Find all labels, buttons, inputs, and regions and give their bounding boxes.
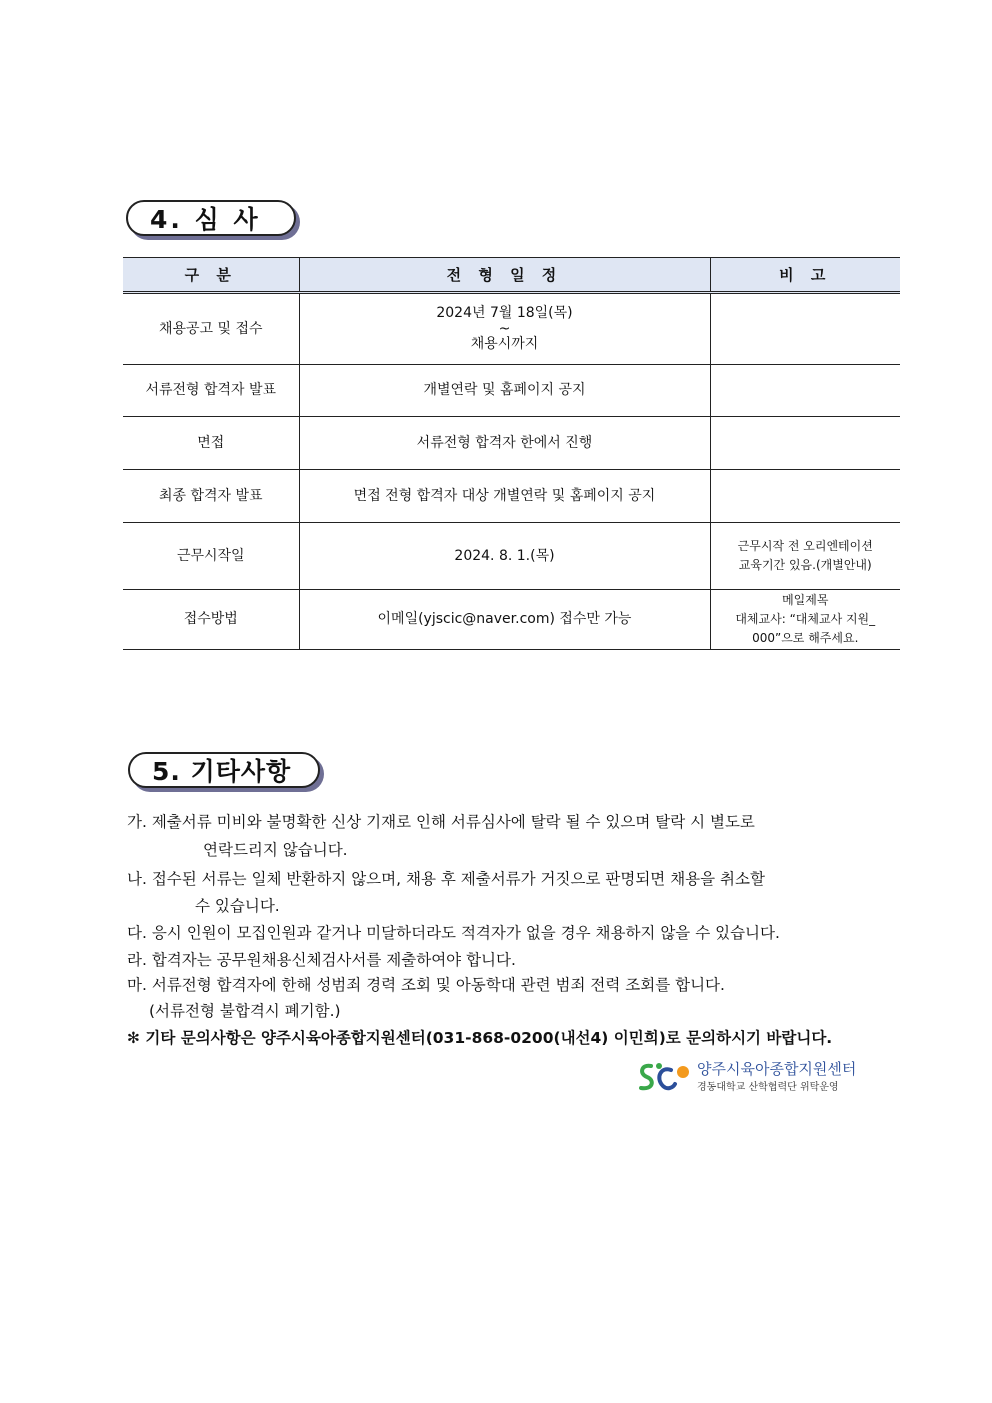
center-logo-icon xyxy=(637,1058,693,1094)
note-line: 대체교사: “대체교사 지원_ xyxy=(735,612,876,626)
table-row xyxy=(123,470,900,523)
row-schedule: 개별연락 및 홈페이지 공지 xyxy=(299,365,710,417)
row-schedule: 면접 전형 합격자 대상 개별연락 및 홈페이지 공지 xyxy=(299,470,710,523)
note-item-na-line1: 나. 접수된 서류는 일체 반환하지 않으며, 채용 후 제출서류가 거짓으로 판명되면 채용을 취소할 xyxy=(127,870,765,888)
table-row xyxy=(123,590,900,650)
note-line: 근무시작 전 오리엔테이션 xyxy=(737,539,873,553)
row-note xyxy=(710,590,900,650)
row-category: 최종 합격자 발표 xyxy=(123,470,299,523)
center-logo-subtitle: 경동대학교 산학협력단 위탁운영 xyxy=(697,1082,839,1093)
note-item-da: 다. 응시 인원이 모집인원과 같거나 미달하더라도 적격자가 없을 경우 채용하지 않을 수 있습니다. xyxy=(127,924,780,942)
note-item-ra: 라. 합격자는 공무원채용신체검사서를 제출하여야 합니다. xyxy=(127,951,516,969)
row-note xyxy=(710,365,900,417)
header-schedule: 전 형 일 정 xyxy=(299,258,710,293)
note-item-ma-line2: (서류전형 불합격시 폐기함.) xyxy=(149,1002,341,1020)
header-note: 비 고 xyxy=(710,258,900,293)
row-category: 채용공고 및 접수 xyxy=(123,293,299,365)
schedule-line: 2024년 7월 18일(목) xyxy=(436,305,573,321)
row-category: 서류전형 합격자 발표 xyxy=(123,365,299,417)
table-header-row xyxy=(123,258,900,293)
table-row xyxy=(123,417,900,470)
note-line: 000”으로 해주세요. xyxy=(752,631,859,645)
table-row xyxy=(123,523,900,590)
section-5-title: 5. 기타사항 xyxy=(128,752,320,788)
table-row xyxy=(123,293,900,365)
note-line: 메일제목 xyxy=(782,593,829,607)
schedule-line: 채용시까지 xyxy=(470,336,539,352)
note-item-ma-line1: 마. 서류전형 합격자에 한해 성범죄 경력 조회 및 아동학대 관련 범죄 전력 조회를 합니다. xyxy=(127,976,725,994)
row-schedule: 서류전형 합격자 한에서 진행 xyxy=(299,417,710,470)
row-note xyxy=(710,470,900,523)
row-note xyxy=(710,417,900,470)
row-schedule: 2024. 8. 1.(목) xyxy=(299,523,710,590)
center-logo-name: 양주시육아종합지원센터 xyxy=(697,1060,857,1078)
note-item-ga-line2: 연락드리지 않습니다. xyxy=(203,841,348,859)
row-schedule xyxy=(299,293,710,365)
section-4-title: 4. 심 사 xyxy=(126,200,296,236)
row-note xyxy=(710,523,900,590)
note-item-na-line2: 수 있습니다. xyxy=(195,897,280,915)
row-category: 접수방법 xyxy=(123,590,299,650)
row-category: 면접 xyxy=(123,417,299,470)
header-category: 구 분 xyxy=(123,258,299,293)
row-note xyxy=(710,293,900,365)
center-logo xyxy=(637,1058,877,1094)
contact-note: ✻ 기타 문의사항은 양주시육아종합지원센터(031-868-0200(내선4) 이민희)로 문의하시기 바랍니다. xyxy=(127,1029,833,1047)
schedule-line: ~ xyxy=(498,321,511,337)
row-category: 근무시작일 xyxy=(123,523,299,590)
row-schedule: 이메일(yjscic@naver.com) 접수만 가능 xyxy=(299,590,710,650)
note-item-ga-line1: 가. 제출서류 미비와 불명확한 신상 기재로 인해 서류심사에 탈락 될 수 있으며 탈락 시 별도로 xyxy=(127,813,755,831)
table-row xyxy=(123,365,900,417)
schedule-table xyxy=(123,257,900,650)
note-line: 교육기간 있음.(개별안내) xyxy=(738,558,872,572)
